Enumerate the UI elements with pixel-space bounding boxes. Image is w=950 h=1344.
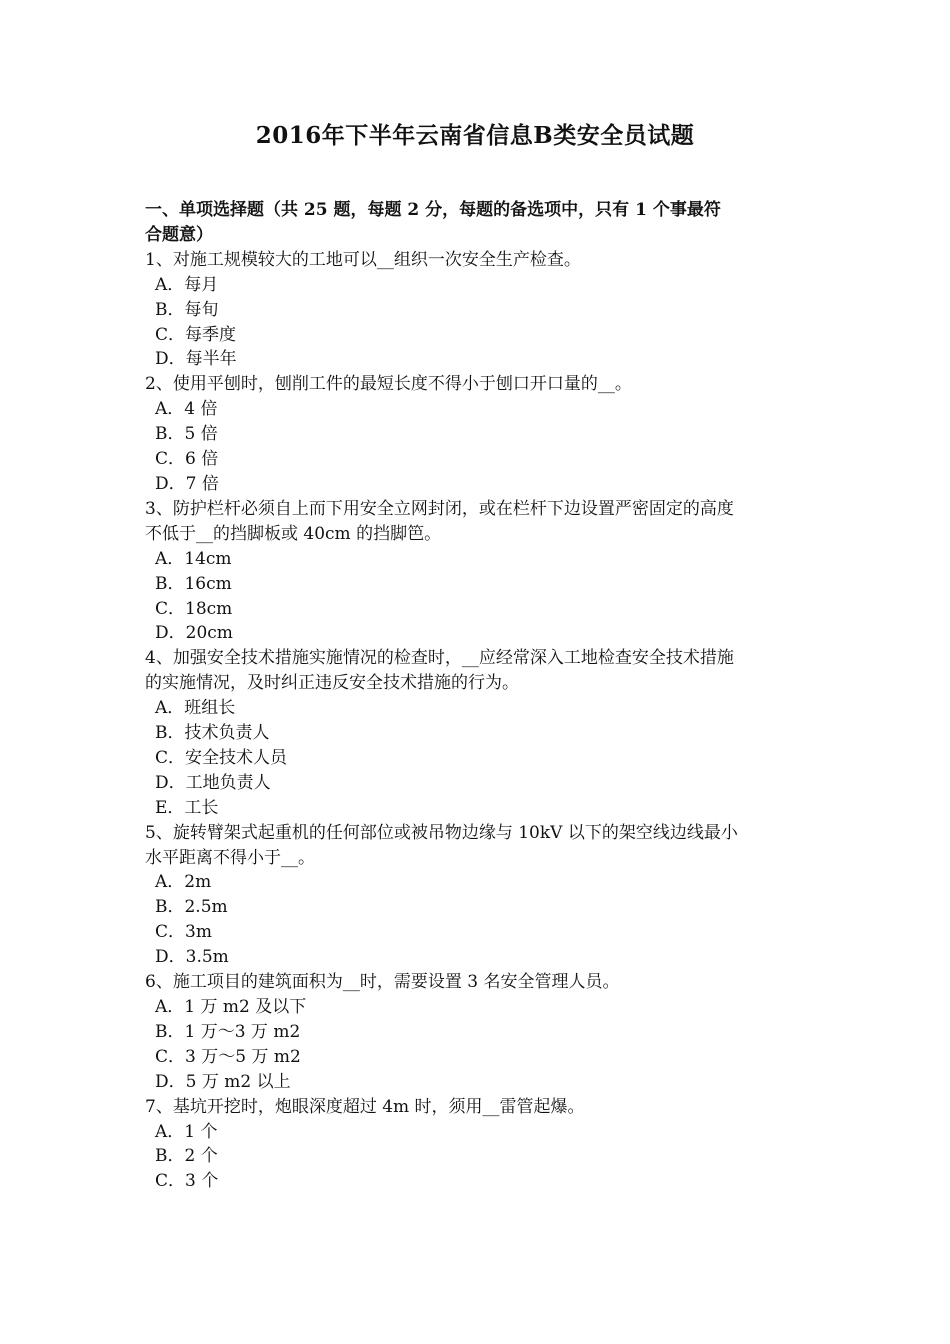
answer-option: D．20cm: [155, 623, 233, 644]
answer-option: C．3 万～5 万 m2: [155, 1046, 301, 1067]
answer-option: B．1 万～3 万 m2: [155, 1021, 301, 1042]
answer-option: A．1 万 m2 及以下: [155, 997, 307, 1017]
answer-option: C．3m: [155, 922, 212, 943]
answer-option: C．每季度: [155, 324, 237, 345]
question-text-continued: 不低于__的挡脚板或 40cm 的挡脚笆。: [145, 523, 442, 544]
section-header-line-1: 一、单项选择题（共 25 题，每题 2 分，每题的备选项中，只有 1 个事最符: [145, 200, 721, 220]
question-text: 5、旋转臂架式起重机的任何部位或被吊物边缘与 10kV 以下的架空线边线最小: [145, 822, 738, 843]
answer-option: A．2m: [155, 872, 212, 893]
answer-option: A．班组长: [155, 698, 236, 719]
question-text: 2、使用平刨时，刨削工件的最短长度不得小于刨口开口量的__。: [145, 374, 632, 395]
question-text-continued: 水平距离不得小于__。: [145, 847, 315, 868]
section-header-line-2: 合题意）: [145, 224, 213, 245]
question-block: [145, 970, 807, 1095]
question-block: [145, 821, 807, 970]
exam-content: [145, 198, 807, 1194]
answer-option: C．6 倍: [155, 449, 219, 470]
answer-option: D．3.5m: [155, 947, 229, 968]
question-text: 7、基坑开挖时，炮眼深度超过 4m 时，须用__雷管起爆。: [145, 1096, 585, 1117]
question-block: [145, 248, 807, 373]
answer-option: C．18cm: [155, 598, 233, 619]
answer-option: E．工长: [155, 797, 219, 818]
question-block: [145, 1095, 807, 1195]
answer-option: A．14cm: [155, 548, 232, 569]
answer-option: D．7 倍: [155, 473, 219, 494]
answer-option: B．16cm: [155, 573, 232, 594]
question-text: 6、施工项目的建筑面积为__时，需要设置 3 名安全管理人员。: [145, 972, 620, 993]
answer-option: A．4 倍: [155, 399, 218, 420]
question-block: [145, 497, 807, 646]
answer-option: B．每旬: [155, 299, 219, 320]
question-text: 1、对施工规模较大的工地可以__组织一次安全生产检查。: [145, 249, 581, 270]
answer-option: A．1 个: [155, 1121, 218, 1142]
answer-option: C．3 个: [155, 1171, 219, 1192]
answer-option: D．工地负责人: [155, 772, 271, 793]
answer-option: D．每半年: [155, 349, 237, 370]
answer-option: B．5 倍: [155, 424, 218, 445]
question-text: 3、防护栏杆必须自上而下用安全立网封闭，或在栏杆下边设置严密固定的高度: [145, 498, 734, 519]
answer-option: A．每月: [155, 274, 219, 295]
question-text-continued: 的实施情况，及时纠正违反安全技术措施的行为。: [145, 673, 519, 694]
answer-option: B．2.5m: [155, 897, 228, 918]
question-block: [145, 646, 807, 820]
question-block: [145, 372, 807, 497]
answer-option: B．技术负责人: [155, 723, 270, 744]
page-title: 2016年下半年云南省信息B类安全员试题: [255, 122, 695, 149]
answer-option: C．安全技术人员: [155, 747, 288, 768]
question-text: 4、加强安全技术措施实施情况的检查时，__应经常深入工地检查安全技术措施: [145, 648, 734, 669]
answer-option: B．2 个: [155, 1146, 218, 1167]
answer-option: D．5 万 m2 以上: [155, 1071, 291, 1092]
